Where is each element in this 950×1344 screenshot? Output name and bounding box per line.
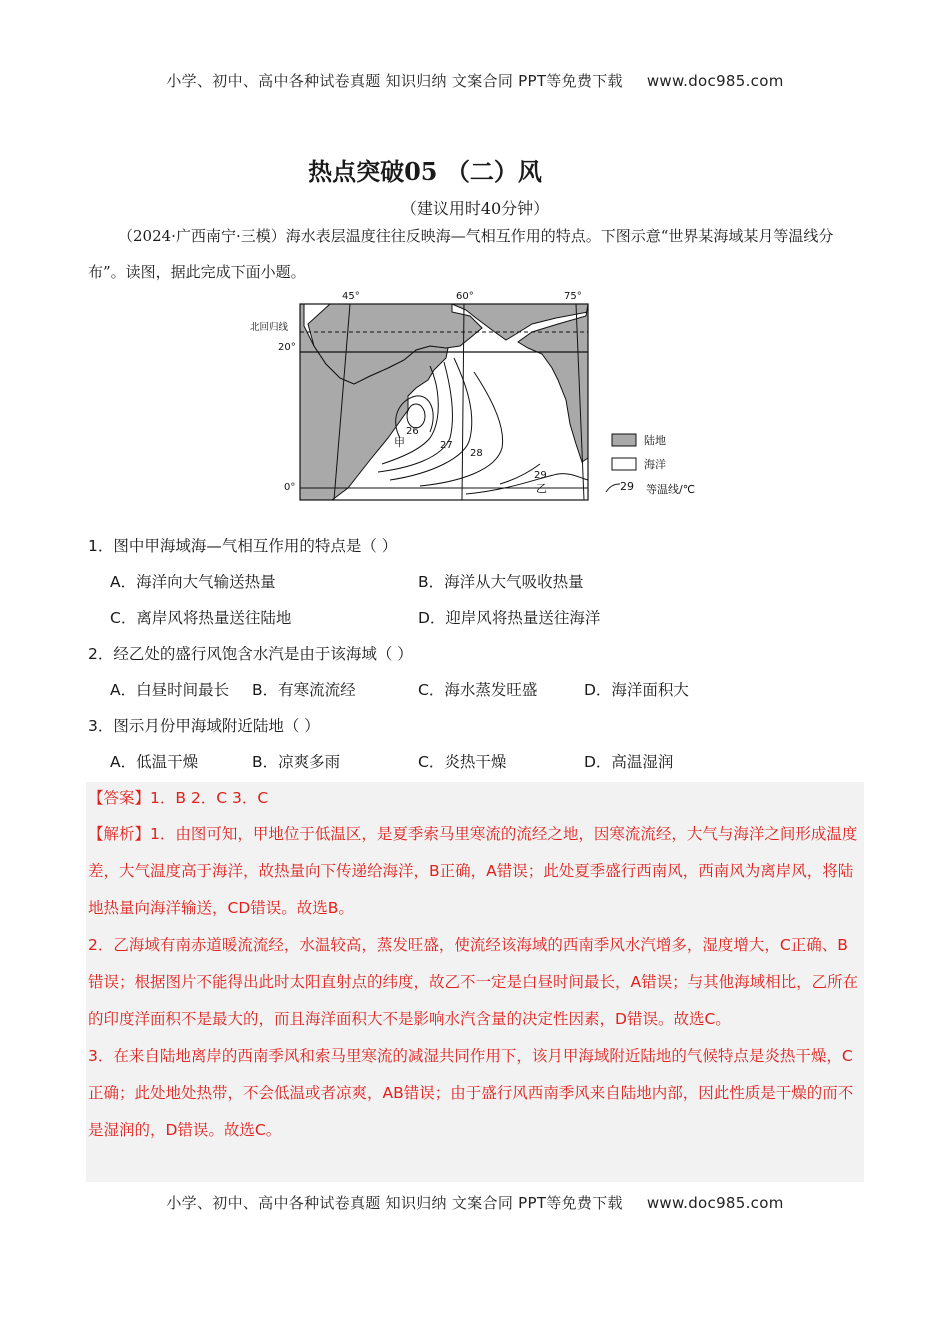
question-2-option-c: C．海水蒸发旺盛 bbox=[418, 681, 538, 699]
question-2-option-a: A．白昼时间最长 bbox=[110, 681, 230, 699]
isotherm-map bbox=[250, 288, 710, 508]
lat-label-tropic: 北回归线 bbox=[250, 322, 289, 333]
legend-isotherm-value: 29 bbox=[620, 480, 634, 493]
analysis-paragraph-1: 【解析】1．由图可知，甲地位于低温区，是夏季索马里寒流的流经之地，因寒流流经，大气与海洋之间形成温度差，大气温度高于海洋，故热量向下传递给海洋，B正确，A错误；此处夏季盛行西南风，西南风为离岸风，将陆地热量向海洋输送，CD错误。故选B。 bbox=[88, 825, 858, 917]
lon-label-45: 45° bbox=[342, 291, 360, 302]
isotherm-label-29: 29 bbox=[534, 470, 547, 481]
question-1-stem: 1．图中甲海域海—气相互作用的特点是（ ） bbox=[88, 537, 398, 555]
land-india bbox=[518, 304, 588, 462]
legend-isotherm-label: 等温线/℃ bbox=[646, 483, 696, 496]
question-3-stem: 3．图示月份甲海域附近陆地（ ） bbox=[88, 717, 320, 735]
question-1-option-a: A．海洋向大气输送热量 bbox=[110, 573, 276, 591]
question-2-stem: 2．经乙处的盛行风饱含水汽是由于该海域（ ） bbox=[88, 645, 413, 663]
legend-land-swatch bbox=[612, 434, 636, 446]
answer-text: 1．B 2．C 3．C bbox=[150, 789, 269, 807]
legend-sea-label: 海洋 bbox=[644, 458, 666, 471]
place-label-jia: 甲 bbox=[394, 436, 405, 449]
analysis-label: 【解析】 bbox=[88, 825, 151, 843]
isotherm-26 bbox=[407, 404, 425, 428]
question-3-option-c: C．炎热干燥 bbox=[418, 753, 507, 771]
intro-paragraph: （2024·广西南宁·三模）海水表层温度往往反映海—气相互作用的特点。下图示意“世界某海域某月等温线分布”。读图，据此完成下面小题。 bbox=[88, 227, 834, 281]
question-3-option-b: B．凉爽多雨 bbox=[252, 753, 341, 771]
map-legend bbox=[606, 433, 695, 496]
question-1-option-d: D．迎岸风将热量送往海洋 bbox=[418, 609, 601, 627]
question-2-option-b: B．有寒流流经 bbox=[252, 681, 356, 699]
isotherm-29 bbox=[466, 474, 588, 494]
isotherm-label-28: 28 bbox=[470, 448, 483, 459]
footer-text: 小学、初中、高中各种试卷真题 知识归纳 文案合同 PPT等免费下载 bbox=[166, 1194, 623, 1212]
header-site-link[interactable]: www.doc985.com bbox=[646, 72, 784, 90]
question-1-option-b: B．海洋从大气吸收热量 bbox=[418, 573, 584, 591]
page-footer bbox=[0, 1192, 950, 1213]
page-header bbox=[0, 70, 950, 91]
lat-label-20: 20° bbox=[278, 342, 296, 353]
lon-label-60: 60° bbox=[456, 291, 474, 302]
answer-label: 【答案】 bbox=[88, 789, 151, 807]
legend-sea-swatch bbox=[612, 458, 636, 470]
place-label-yi: 乙 bbox=[536, 482, 547, 495]
question-3-option-d: D．高温湿润 bbox=[584, 753, 674, 771]
isotherm-label-26: 26 bbox=[406, 426, 419, 437]
analysis-paragraph-2: 2．乙海域有南赤道暖流流经，水温较高，蒸发旺盛，使流经该海域的西南季风水汽增多，湿度增大，C正确、B错误；根据图片不能得出此时太阳直射点的纬度，故乙不一定是白昼时间最长，A错误；与其他海域相比，乙所在的印度洋面积不是最大的，而且海洋面积大不是影响水汽含量的决定性因素，D错误。故选C。 bbox=[88, 936, 859, 1028]
legend-land-label: 陆地 bbox=[644, 434, 666, 447]
lon-label-75: 75° bbox=[564, 291, 582, 302]
lat-label-0: 0° bbox=[284, 482, 296, 493]
footer-site-link[interactable]: www.doc985.com bbox=[646, 1194, 784, 1212]
analysis-section bbox=[88, 816, 860, 1149]
header-text: 小学、初中、高中各种试卷真题 知识归纳 文案合同 PPT等免费下载 bbox=[166, 72, 623, 90]
analysis-paragraph-3: 3．在来自陆地离岸的西南季风和索马里寒流的减湿共同作用下，该月甲海域附近陆地的气候特点是炎热干燥，C正确；此处地处热带，不会低温或者凉爽，AB错误；由于盛行风西南季风来自陆地内部，因此性质是干燥的而不是湿润的，D错误。故选C。 bbox=[88, 1047, 854, 1139]
page-title: 热点突破05 （二）风 bbox=[308, 157, 542, 186]
question-2-option-d: D．海洋面积大 bbox=[584, 681, 689, 699]
legend-isotherm-line bbox=[606, 484, 620, 492]
page-subtitle: （建议用时40分钟） bbox=[400, 199, 550, 218]
question-1-option-c: C．离岸风将热量送往陆地 bbox=[110, 609, 292, 627]
question-3-option-a: A．低温干燥 bbox=[110, 753, 199, 771]
isotherm-label-27: 27 bbox=[440, 440, 453, 451]
answer-line bbox=[88, 786, 268, 808]
